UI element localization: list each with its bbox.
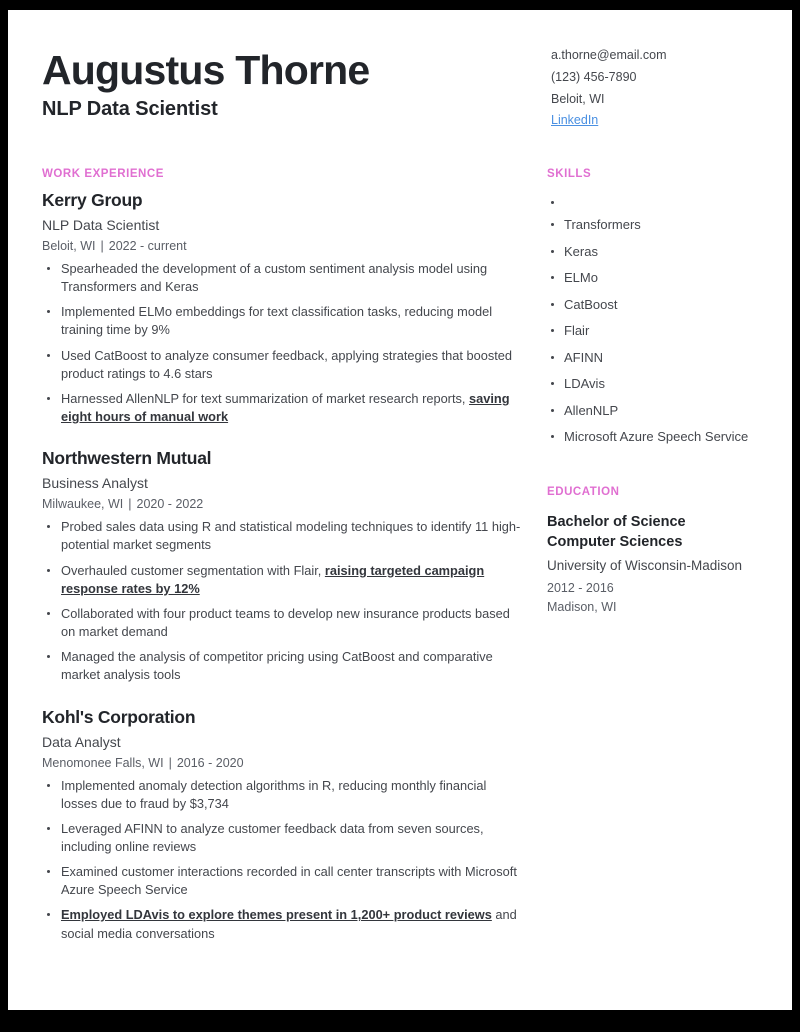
contact-phone[interactable]: (123) 456-7890 bbox=[551, 69, 637, 84]
bullet-text: Implemented anomaly detection algorithms in R, reducing monthly financial losses due to fraud by $3,734 bbox=[61, 777, 487, 811]
skill-item: Keras bbox=[547, 243, 766, 261]
skills-list bbox=[547, 194, 766, 446]
experience-entry bbox=[42, 190, 525, 426]
section-heading-skills: SKILLS bbox=[547, 168, 592, 180]
bullet-highlight: saving eight hours of manual work bbox=[61, 390, 510, 425]
skill-item bbox=[547, 194, 766, 207]
education-degree-line-1: Bachelor of Science bbox=[547, 513, 686, 530]
experience-role: NLP Data Scientist bbox=[42, 217, 160, 233]
experience-entry bbox=[42, 448, 525, 684]
bullet-item bbox=[42, 777, 525, 813]
education-location: Madison, WI bbox=[547, 600, 617, 615]
bullet-item bbox=[42, 347, 525, 383]
bullet-text: Examined customer interactions recorded in call center transcripts with Microsoft Azure Speech Service bbox=[61, 864, 517, 898]
skill-item: Microsoft Azure Speech Service bbox=[547, 428, 766, 446]
skill-item: Flair bbox=[547, 322, 766, 340]
experience-bullets bbox=[42, 518, 525, 684]
bullet-text: Probed sales data using R and statistical modeling techniques to identify 11 high-potential market segments bbox=[61, 519, 521, 553]
skill-item: AllenNLP bbox=[547, 402, 766, 420]
side-column bbox=[547, 168, 766, 619]
identity-block bbox=[42, 42, 369, 121]
experience-dates: 2022 - current bbox=[108, 239, 187, 253]
resume-content bbox=[8, 10, 792, 1010]
bullet-text: Used CatBoost to analyze consumer feedback, applying strategies that boosted product ratings to 4.6 stars bbox=[61, 347, 513, 381]
contact-email[interactable]: a.thorne@email.com bbox=[551, 48, 667, 62]
bullet-text: Leveraged AFINN to analyze customer feedback data from seven sources, including online reviews bbox=[61, 820, 484, 854]
resume-page bbox=[8, 10, 792, 1010]
resume-body bbox=[42, 168, 766, 943]
experience-meta bbox=[42, 239, 525, 253]
education-degree-line-2: Computer Sciences bbox=[547, 533, 683, 550]
bullet-item bbox=[42, 648, 525, 684]
bullet-item bbox=[42, 260, 525, 296]
bullet-item bbox=[42, 820, 525, 856]
bullet-text: Managed the analysis of competitor pricing using CatBoost and comparative market analysis tools bbox=[61, 649, 493, 683]
meta-separator: | bbox=[168, 755, 172, 770]
skill-item: AFINN bbox=[547, 349, 766, 367]
bullet-text: Implemented ELMo embeddings for text classification tasks, reducing model training time by 9% bbox=[61, 304, 493, 338]
experience-company: Northwestern Mutual bbox=[42, 448, 212, 469]
work-experience-list bbox=[42, 190, 525, 943]
bullet-item bbox=[42, 605, 525, 641]
skills-section bbox=[547, 168, 766, 446]
headline-job-title: NLP Data Scientist bbox=[42, 98, 218, 121]
skill-item: CatBoost bbox=[547, 296, 766, 314]
main-column bbox=[42, 168, 547, 943]
bullet-text: Overhauled customer segmentation with Flair, bbox=[61, 562, 325, 578]
experience-role: Business Analyst bbox=[42, 475, 148, 492]
bullet-text: Harnessed AllenNLP for text summarization of market research reports, bbox=[61, 390, 470, 406]
experience-company: Kohl's Corporation bbox=[42, 706, 196, 727]
meta-separator: | bbox=[128, 497, 132, 512]
education-school: University of Wisconsin-Madison bbox=[547, 557, 743, 573]
experience-entry bbox=[42, 707, 525, 943]
experience-dates: 2020 - 2022 bbox=[136, 497, 204, 512]
experience-bullets bbox=[42, 777, 525, 943]
bullet-item bbox=[42, 906, 525, 942]
experience-meta bbox=[42, 497, 525, 511]
resume-header bbox=[42, 42, 766, 132]
skill-item: Transformers bbox=[547, 216, 766, 234]
education-section bbox=[547, 486, 766, 614]
bullet-item bbox=[42, 562, 525, 598]
bullet-item bbox=[42, 863, 525, 899]
education-dates: 2012 - 2016 bbox=[547, 581, 614, 596]
experience-company: Kerry Group bbox=[42, 190, 143, 210]
meta-separator: | bbox=[100, 239, 104, 253]
experience-role: Data Analyst bbox=[42, 733, 121, 750]
experience-location: Menomonee Falls, WI bbox=[42, 755, 164, 770]
experience-meta bbox=[42, 756, 525, 770]
bullet-highlight: Employed LDAvis to explore themes present in 1,200+ product reviews bbox=[61, 907, 492, 923]
bullet-text: Spearheaded the development of a custom sentiment analysis model using Transformers and Keras bbox=[61, 261, 488, 295]
section-heading-work-experience: WORK EXPERIENCE bbox=[42, 168, 164, 180]
experience-location: Milwaukee, WI bbox=[42, 497, 124, 512]
section-heading-education: EDUCATION bbox=[547, 485, 620, 498]
education-entry bbox=[547, 512, 766, 614]
experience-dates: 2016 - 2020 bbox=[176, 755, 244, 770]
experience-location: Beloit, WI bbox=[42, 239, 96, 253]
contact-block bbox=[551, 42, 766, 132]
contact-location: Beloit, WI bbox=[551, 91, 605, 106]
bullet-text-tail: and social media conversations bbox=[61, 907, 517, 941]
linkedin-link[interactable]: LinkedIn bbox=[551, 113, 599, 128]
bullet-item bbox=[42, 390, 525, 426]
bullet-item bbox=[42, 518, 525, 554]
bullet-text: Collaborated with four product teams to develop new insurance products based on market demand bbox=[61, 605, 510, 640]
skill-item: LDAvis bbox=[547, 375, 766, 393]
education-degree bbox=[547, 512, 766, 552]
experience-bullets bbox=[42, 260, 525, 426]
bullet-highlight: raising targeted campaign response rates by 12% bbox=[61, 562, 485, 596]
skill-item: ELMo bbox=[547, 269, 766, 287]
page-title: Augustus Thorne bbox=[42, 47, 370, 93]
bullet-item bbox=[42, 303, 525, 339]
